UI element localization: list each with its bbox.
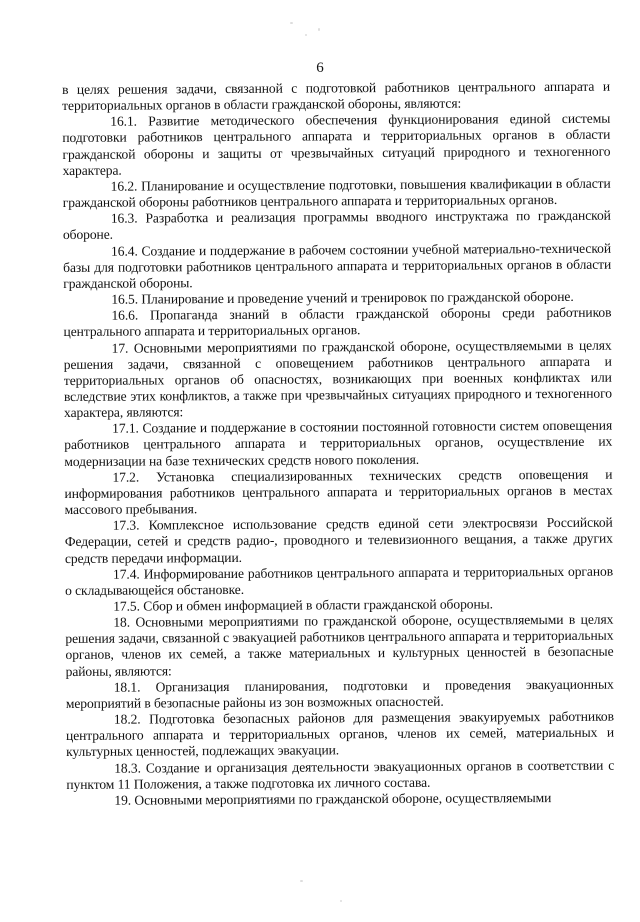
paragraph: 16.5. Планирование и проведение учений и тренировок по гражданской обороне. (111, 288, 574, 307)
paragraph: 17.3. Комплексное использование средств единой сети электросвязи Российской Федерации, сетей и средств радио-, проводного и телевизионного вещания, а также других средств передачи информации. (64, 514, 613, 566)
paragraph: 18.3. Создание и организация деятельности эвакуационных органов в соответствии с пунктом 11 Положения, а также подготовка их личного состава. (66, 757, 615, 792)
scan-speck (300, 880, 303, 882)
scan-speck (290, 22, 293, 24)
scan-speck (318, 28, 320, 31)
paragraph: 18.2. Подготовка безопасных районов для размещения эвакуируемых работников центрального аппарата и территориальных органов, членов их семей, материальных и культурных ценностей, подлежащих эвакуации. (65, 708, 615, 760)
paragraph: 17. Основными мероприятиями по гражданской обороне, осуществляемыми в целях решения задачи, связанной с оповещением работников центрального аппарата и территориальных органов об опасностях, возникающих при военных конфликтах или вследствие этих конфликтов, а также при чрезвычайных ситуациях природного и техногенного характера, являются: (63, 337, 612, 421)
scan-speck (305, 34, 307, 36)
paragraph: 17.2. Установка специализированных технических средств оповещения и информирования работников центрального аппарата и территориальных органов в местах массового пребывания. (64, 466, 613, 518)
paragraph: 16.2. Планирование и осуществление подготовки, повышения квалификации в области гражданской обороны работников центрального аппарата и территориальных органов. (62, 175, 611, 211)
paragraph: 16.3. Разработка и реализация программы вводного инструктажа по гражданской обороне. (62, 207, 611, 243)
scan-speck (340, 900, 342, 902)
paragraph: 16.1. Развитие методического обеспечения функционирования единой системы подготовки работников центрального аппарата и территориальных органов в области гражданской обороны и защиты от чрезвычайных ситуаций природного и техногенного характера. (62, 110, 611, 178)
paragraph: 17.4. Информирование работников центрального аппарата и территориальных органов о складывающейся обстановке. (65, 563, 614, 598)
paragraph: 18.1. Организация планирования, подготовки и проведения эвакуационных мероприятий в безопасные районы из зон возможных опасностей. (65, 676, 614, 711)
page-number: 6 (316, 60, 324, 76)
paragraph: 17.1. Создание и поддержание в состоянии постоянной готовности систем оповещения работников центрального аппарата и территориальных органов, осуществление их модернизации на базе технических средств нового поколения. (64, 417, 613, 469)
paragraph: 17.5. Сбор и обмен информацией в области гражданской обороны. (113, 596, 493, 614)
paragraph: 19. Основными мероприятиями по гражданской обороне, осуществляемыми (114, 789, 552, 808)
paragraph: 16.6. Пропаганда знаний в области гражданской обороны среди работников центрального аппарата и территориальных органов. (63, 304, 612, 340)
paragraph: 18. Основными мероприятиями по гражданской обороне, осуществляемыми в целях решения задачи, связанной с эвакуацией работников центрального аппарата и территориальных органов, членов их семей, а также материальных и культурных ценностей в безопасные районы, являются: (65, 611, 614, 679)
paragraph: в целях решения задачи, связанной с подготовкой работников центрального аппарата и территориальных органов в области гражданской обороны, являются: (62, 78, 611, 114)
document-body (62, 79, 614, 809)
paragraph: 16.4. Создание и поддержание в рабочем состоянии учебной материально-технической базы для подготовки работников центрального аппарата и территориальных органов в области гражданской обороны. (63, 240, 612, 291)
